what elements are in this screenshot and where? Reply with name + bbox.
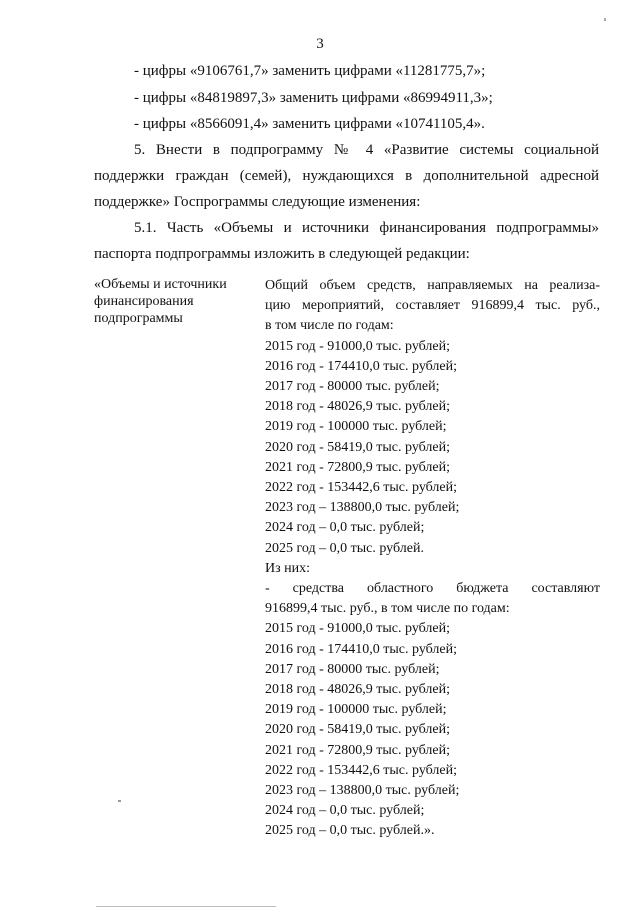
replacement-line: - цифры «8566091,4» заменить цифрами «10741105,4». (134, 116, 485, 132)
year-funding-line: 2025 год – 0,0 тыс. рублей. (265, 540, 424, 556)
paragraph-line: паспорта подпрограммы изложить в следующей редакции: (94, 246, 470, 262)
year-funding-line: 2017 год - 80000 тыс. рублей; (265, 379, 440, 395)
year-funding-line: 2018 год - 48026,9 тыс. рублей; (265, 682, 451, 698)
year-funding-line: 2015 год - 91000,0 тыс. рублей; (265, 338, 451, 354)
label-line: подпрограммы (94, 311, 183, 326)
replacement-line: - цифры «9106761,7» заменить цифрами «11281775,7»; (134, 63, 486, 79)
scan-dot (118, 800, 121, 802)
year-funding-line: 2018 год - 48026,9 тыс. рублей; (265, 399, 451, 415)
regional-line: - средства областного бюджета составляют (265, 581, 600, 597)
paragraph-line: 5.1. Часть «Объемы и источники финансирования подпрограммы» (134, 220, 599, 236)
year-funding-line: 2023 год – 138800,0 тыс. рублей; (265, 500, 460, 516)
regional-line: 916899,4 тыс. руб., в том числе по годам: (265, 601, 510, 617)
year-funding-line: 2022 год - 153442,6 тыс. рублей; (265, 480, 458, 496)
year-funding-line: 2022 год - 153442,6 тыс. рублей; (265, 762, 458, 778)
paragraph-5-1 (94, 215, 599, 267)
year-funding-line: 2025 год – 0,0 тыс. рублей.». (265, 823, 435, 839)
intro-line: Общий объем средств, направляемых на реализа- (265, 278, 600, 293)
year-funding-line: 2016 год - 174410,0 тыс. рублей; (265, 358, 458, 374)
of-them-label: Из них: (265, 560, 311, 576)
year-funding-line: 2017 год - 80000 тыс. рублей; (265, 661, 440, 677)
years-regional-list (265, 619, 600, 841)
intro-line: в том числе по годам: (265, 318, 394, 334)
table-label-column (94, 276, 254, 327)
year-funding-line: 2023 год – 138800,0 тыс. рублей; (265, 783, 460, 799)
year-funding-line: 2021 год - 72800,9 тыс. рублей; (265, 742, 451, 758)
year-funding-line: 2016 год - 174410,0 тыс. рублей; (265, 641, 458, 657)
year-funding-line: 2020 год - 58419,0 тыс. рублей; (265, 439, 451, 455)
replacement-line: - цифры «84819897,3» заменить цифрами «86994911,3»; (134, 90, 493, 106)
year-funding-line: 2021 год - 72800,9 тыс. рублей; (265, 459, 451, 475)
scan-mark (604, 18, 606, 21)
year-funding-line: 2019 год - 100000 тыс. рублей; (265, 702, 447, 718)
footer-rule (96, 906, 276, 907)
paragraph-line: поддержки граждан (семей), нуждающихся в дополнительной адресной (94, 168, 599, 184)
years-total-list (265, 337, 600, 559)
intro-line: цию мероприятий, составляет 916899,4 тыс. руб., (265, 298, 600, 314)
paragraph-5 (94, 137, 599, 215)
label-line: финансирования (94, 294, 194, 309)
year-funding-line: 2019 год - 100000 тыс. рублей; (265, 419, 447, 435)
year-funding-line: 2024 год – 0,0 тыс. рублей; (265, 520, 425, 536)
table-value-column (265, 276, 600, 842)
page-number: 3 (316, 36, 324, 52)
year-funding-line: 2020 год - 58419,0 тыс. рублей; (265, 722, 451, 738)
paragraph-line: поддержке» Госпрограммы следующие изменения: (94, 194, 421, 210)
label-line: «Объемы и источники (94, 277, 227, 292)
year-funding-line: 2024 год – 0,0 тыс. рублей; (265, 803, 425, 819)
year-funding-line: 2015 год - 91000,0 тыс. рублей; (265, 621, 451, 637)
paragraph-line: 5. Внести в подпрограмму № 4 «Развитие системы социальной (134, 142, 599, 158)
